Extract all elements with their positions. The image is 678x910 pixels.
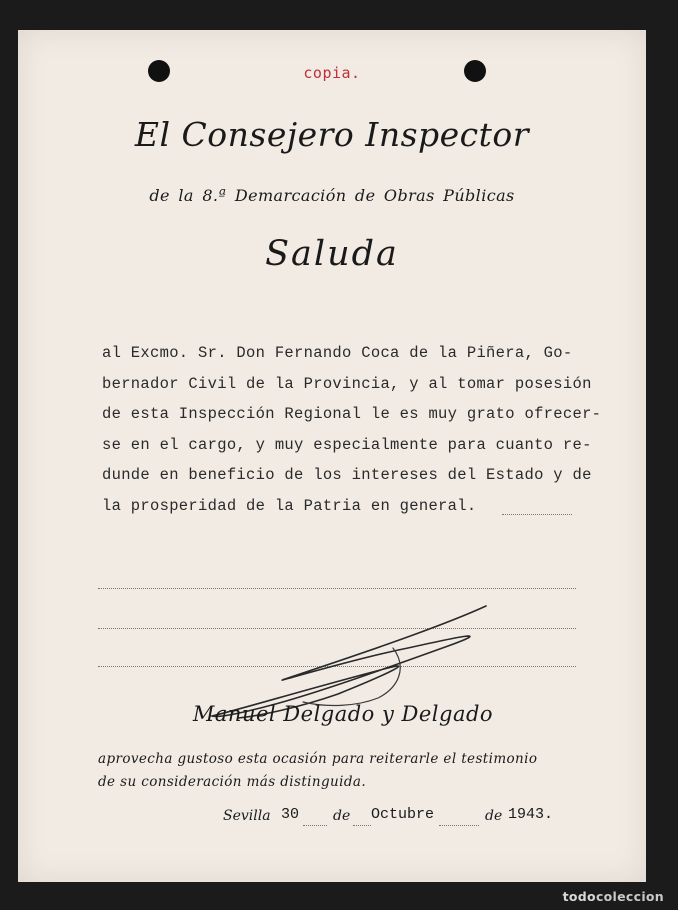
- body-line: al Excmo. Sr. Don Fernando Coca de la Piñera, Go-: [102, 344, 573, 362]
- date-dots: [303, 825, 327, 826]
- date-year: 1943.: [508, 806, 554, 823]
- date-dots: [439, 825, 479, 826]
- date-dots: [353, 825, 371, 826]
- document-subtitle: de la 8.ª Demarcación de Obras Públicas: [149, 186, 515, 205]
- closing-line: de su consideración más distinguida.: [98, 774, 367, 790]
- watermark-logo: todocoleccion: [562, 889, 664, 904]
- body-line: de esta Inspección Regional le es muy grato ofrecer-: [102, 405, 602, 423]
- body-line: dunde en beneficio de los intereses del Estado y de: [102, 466, 592, 484]
- greeting-heading: Saluda: [265, 234, 399, 274]
- date-de: de: [333, 808, 351, 824]
- date-line: [223, 808, 623, 834]
- body-line: se en el cargo, y muy especialmente para cuanto re-: [102, 435, 592, 454]
- copy-mark: copia.: [303, 64, 361, 82]
- date-de: de: [485, 808, 503, 824]
- body-line: la prosperidad de la Patria en general.: [102, 491, 642, 522]
- document-page: [18, 30, 646, 882]
- body-line: bernador Civil de la Provincia, y al tomar posesión: [102, 374, 592, 393]
- date-day: 30: [281, 806, 300, 823]
- blank-dotted-line: [98, 588, 576, 589]
- body-text: [102, 338, 642, 521]
- document-title: El Consejero Inspector: [134, 115, 530, 154]
- date-month: Octubre: [371, 806, 435, 823]
- signer-name: Manuel Delgado y Delgado: [192, 702, 494, 726]
- closing-line: aprovecha gustoso esta ocasión para reiterarle el testimonio: [98, 751, 538, 767]
- date-city: Sevilla: [223, 808, 271, 824]
- closing-text: [98, 748, 598, 794]
